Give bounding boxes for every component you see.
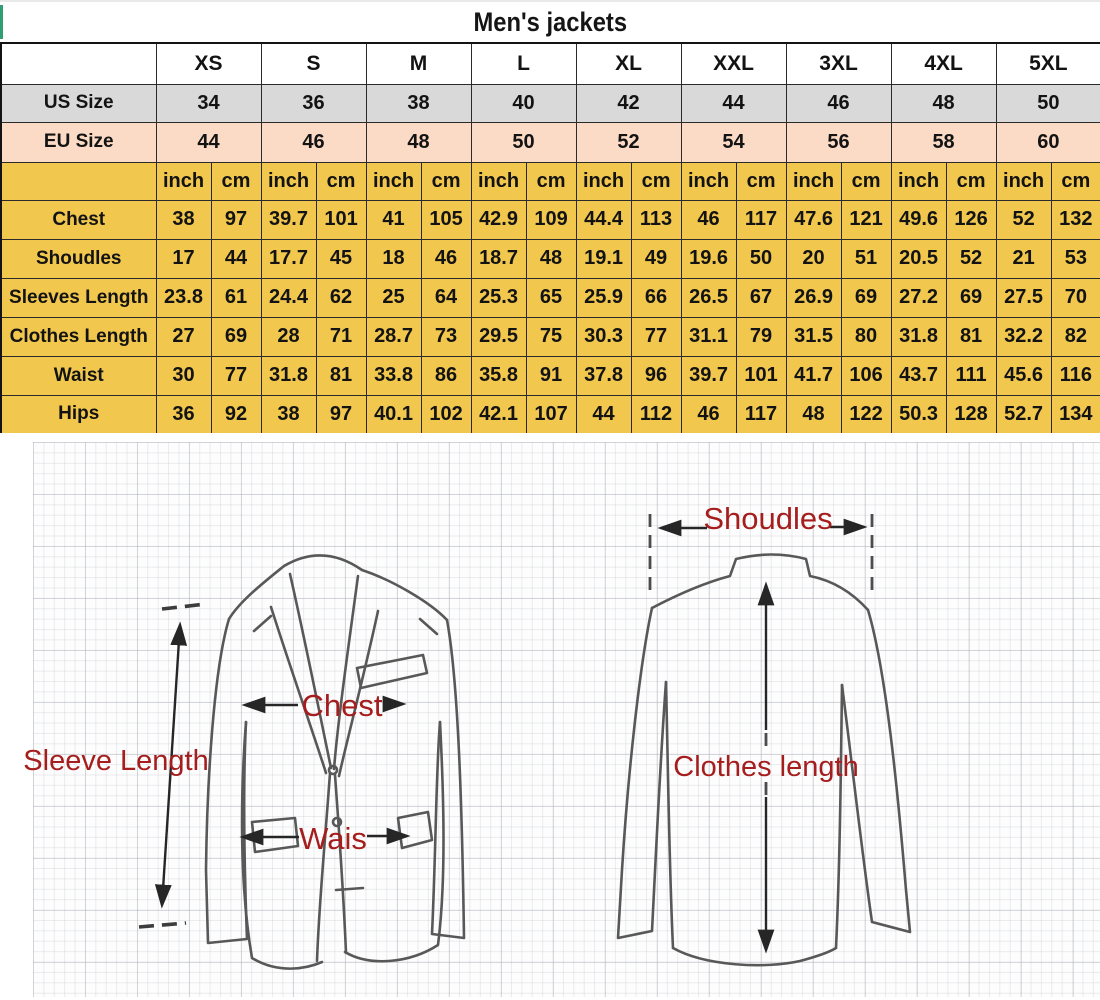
value-cell: 31.8 bbox=[891, 317, 946, 356]
us-size-cell: 38 bbox=[366, 84, 471, 122]
front-collar-notch-right bbox=[420, 619, 437, 634]
value-cell: 23.8 bbox=[156, 278, 211, 317]
shoulders-label: Shoudles bbox=[703, 501, 833, 536]
value-cell: 43.7 bbox=[891, 356, 946, 395]
value-cell: 47.6 bbox=[786, 200, 841, 239]
unit-cell: cm bbox=[736, 162, 786, 200]
value-cell: 28 bbox=[261, 317, 316, 356]
sleeve-length-label: Sleeve Length bbox=[23, 745, 209, 777]
value-cell: 102 bbox=[421, 395, 471, 434]
value-cell: 41 bbox=[366, 200, 421, 239]
value-cell: 27.2 bbox=[891, 278, 946, 317]
value-cell: 50.3 bbox=[891, 395, 946, 434]
value-cell: 46 bbox=[681, 200, 736, 239]
back-right-side bbox=[836, 685, 842, 948]
value-cell: 45.6 bbox=[996, 356, 1051, 395]
value-cell: 19.1 bbox=[576, 239, 631, 278]
unit-cell: cm bbox=[421, 162, 471, 200]
unit-cell: inch bbox=[996, 162, 1051, 200]
table-row-chest bbox=[1, 200, 1100, 239]
value-cell: 24.4 bbox=[261, 278, 316, 317]
value-cell: 79 bbox=[736, 317, 786, 356]
value-cell: 92 bbox=[211, 395, 261, 434]
row-label: Clothes Length bbox=[1, 317, 156, 356]
back-shoulders-collar bbox=[652, 555, 868, 611]
eu-size-cell: 58 bbox=[891, 122, 996, 162]
front-left-pocket-flap bbox=[252, 818, 298, 852]
value-cell: 46 bbox=[421, 239, 471, 278]
front-left-panel-edge bbox=[317, 773, 330, 961]
value-cell: 31.1 bbox=[681, 317, 736, 356]
value-cell: 69 bbox=[211, 317, 261, 356]
unit-cell: inch bbox=[576, 162, 631, 200]
measurement-diagram bbox=[0, 433, 1100, 1000]
front-neck-collar bbox=[284, 555, 362, 570]
value-cell: 38 bbox=[261, 395, 316, 434]
value-cell: 111 bbox=[946, 356, 996, 395]
row-label: Sleeves Length bbox=[1, 278, 156, 317]
value-cell: 128 bbox=[946, 395, 996, 434]
value-cell: 62 bbox=[316, 278, 366, 317]
value-cell: 27.5 bbox=[996, 278, 1051, 317]
value-cell: 71 bbox=[316, 317, 366, 356]
value-cell: 113 bbox=[631, 200, 681, 239]
back-left-sleeve bbox=[618, 608, 666, 938]
value-cell: 50 bbox=[736, 239, 786, 278]
value-cell: 32.2 bbox=[996, 317, 1051, 356]
us-size-cell: 46 bbox=[786, 84, 891, 122]
value-cell: 17 bbox=[156, 239, 211, 278]
value-cell: 65 bbox=[526, 278, 576, 317]
eu-size-cell: 44 bbox=[156, 122, 261, 162]
value-cell: 126 bbox=[946, 200, 996, 239]
unit-cell: cm bbox=[526, 162, 576, 200]
unit-cell: inch bbox=[156, 162, 211, 200]
table-row-clothes-length bbox=[1, 317, 1100, 356]
value-cell: 33.8 bbox=[366, 356, 421, 395]
sleeve-top-tick bbox=[162, 604, 206, 609]
value-cell: 44.4 bbox=[576, 200, 631, 239]
size-header-cell: XS bbox=[156, 43, 261, 84]
value-cell: 69 bbox=[946, 278, 996, 317]
page-title: Men's jackets bbox=[473, 6, 627, 37]
value-cell: 20 bbox=[786, 239, 841, 278]
value-cell: 40.1 bbox=[366, 395, 421, 434]
value-cell: 26.9 bbox=[786, 278, 841, 317]
row-label: Shoudles bbox=[1, 239, 156, 278]
row-label: Chest bbox=[1, 200, 156, 239]
sleeve-bottom-tick bbox=[139, 923, 186, 927]
eu-size-cell: 50 bbox=[471, 122, 576, 162]
value-cell: 66 bbox=[631, 278, 681, 317]
table-row-sleeves-length bbox=[1, 278, 1100, 317]
size-header-cell: 4XL bbox=[891, 43, 996, 84]
value-cell: 107 bbox=[526, 395, 576, 434]
table-row-shoulders bbox=[1, 239, 1100, 278]
jackets-sketch bbox=[0, 433, 1100, 1000]
row-label: EU Size bbox=[1, 122, 156, 162]
table-row-waist bbox=[1, 356, 1100, 395]
value-cell: 37.8 bbox=[576, 356, 631, 395]
front-left-lapel-edge bbox=[290, 574, 331, 768]
value-cell: 18 bbox=[366, 239, 421, 278]
value-cell: 29.5 bbox=[471, 317, 526, 356]
unit-cell: inch bbox=[366, 162, 421, 200]
value-cell: 42.9 bbox=[471, 200, 526, 239]
eu-size-cell: 56 bbox=[786, 122, 891, 162]
size-table bbox=[0, 42, 1100, 435]
eu-size-row bbox=[1, 122, 1100, 162]
value-cell: 117 bbox=[736, 395, 786, 434]
value-cell: 46 bbox=[681, 395, 736, 434]
value-cell: 132 bbox=[1051, 200, 1100, 239]
eu-size-cell: 60 bbox=[996, 122, 1100, 162]
front-left-shoulder bbox=[229, 566, 284, 619]
value-cell: 86 bbox=[421, 356, 471, 395]
waist-label: Wais bbox=[299, 821, 367, 856]
eu-size-cell: 54 bbox=[681, 122, 786, 162]
value-cell: 31.8 bbox=[261, 356, 316, 395]
value-cell: 48 bbox=[786, 395, 841, 434]
size-header-cell: 3XL bbox=[786, 43, 891, 84]
us-size-cell: 40 bbox=[471, 84, 576, 122]
value-cell: 35.8 bbox=[471, 356, 526, 395]
value-cell: 21 bbox=[996, 239, 1051, 278]
value-cell: 80 bbox=[841, 317, 891, 356]
table-row-hips bbox=[1, 395, 1100, 434]
units-corner-cell bbox=[1, 162, 156, 200]
value-cell: 17.7 bbox=[261, 239, 316, 278]
unit-cell: inch bbox=[471, 162, 526, 200]
value-cell: 82 bbox=[1051, 317, 1100, 356]
unit-cell: inch bbox=[786, 162, 841, 200]
size-header-cell: 5XL bbox=[996, 43, 1100, 84]
value-cell: 48 bbox=[526, 239, 576, 278]
unit-cell: cm bbox=[841, 162, 891, 200]
value-cell: 97 bbox=[211, 200, 261, 239]
corner-cell bbox=[1, 43, 156, 84]
unit-cell: cm bbox=[316, 162, 366, 200]
value-cell: 81 bbox=[946, 317, 996, 356]
us-size-cell: 48 bbox=[891, 84, 996, 122]
value-cell: 91 bbox=[526, 356, 576, 395]
value-cell: 105 bbox=[421, 200, 471, 239]
value-cell: 45 bbox=[316, 239, 366, 278]
value-cell: 69 bbox=[841, 278, 891, 317]
value-cell: 31.5 bbox=[786, 317, 841, 356]
value-cell: 39.7 bbox=[681, 356, 736, 395]
chest-label: Chest bbox=[301, 688, 383, 723]
front-collar-notch-left bbox=[254, 616, 271, 631]
value-cell: 52 bbox=[996, 200, 1051, 239]
front-button-top bbox=[329, 766, 337, 774]
us-size-cell: 36 bbox=[261, 84, 366, 122]
back-hem bbox=[673, 948, 836, 965]
size-header-cell: XL bbox=[576, 43, 681, 84]
value-cell: 52.7 bbox=[996, 395, 1051, 434]
value-cell: 117 bbox=[736, 200, 786, 239]
value-cell: 25.9 bbox=[576, 278, 631, 317]
clothes-length-label: Clothes length bbox=[673, 751, 859, 783]
value-cell: 27 bbox=[156, 317, 211, 356]
sheet-edge-mark bbox=[0, 5, 3, 39]
front-right-shoulder bbox=[362, 570, 447, 620]
unit-cell: inch bbox=[681, 162, 736, 200]
value-cell: 77 bbox=[211, 356, 261, 395]
value-cell: 18.7 bbox=[471, 239, 526, 278]
value-cell: 70 bbox=[1051, 278, 1100, 317]
value-cell: 38 bbox=[156, 200, 211, 239]
value-cell: 44 bbox=[211, 239, 261, 278]
value-cell: 36 bbox=[156, 395, 211, 434]
value-cell: 112 bbox=[631, 395, 681, 434]
value-cell: 25.3 bbox=[471, 278, 526, 317]
size-header-cell: S bbox=[261, 43, 366, 84]
size-header-row bbox=[1, 43, 1100, 84]
value-cell: 134 bbox=[1051, 395, 1100, 434]
value-cell: 81 bbox=[316, 356, 366, 395]
value-cell: 77 bbox=[631, 317, 681, 356]
value-cell: 121 bbox=[841, 200, 891, 239]
value-cell: 73 bbox=[421, 317, 471, 356]
value-cell: 30 bbox=[156, 356, 211, 395]
value-cell: 67 bbox=[736, 278, 786, 317]
value-cell: 116 bbox=[1051, 356, 1100, 395]
front-right-panel-edge bbox=[335, 775, 346, 953]
front-right-pocket-flap bbox=[398, 812, 432, 848]
value-cell: 53 bbox=[1051, 239, 1100, 278]
eu-size-cell: 52 bbox=[576, 122, 681, 162]
size-header-cell: M bbox=[366, 43, 471, 84]
us-size-cell: 34 bbox=[156, 84, 261, 122]
us-size-row bbox=[1, 84, 1100, 122]
value-cell: 109 bbox=[526, 200, 576, 239]
value-cell: 19.6 bbox=[681, 239, 736, 278]
value-cell: 42.1 bbox=[471, 395, 526, 434]
front-hem-detail bbox=[336, 888, 363, 890]
us-size-cell: 44 bbox=[681, 84, 786, 122]
front-left-sleeve bbox=[206, 619, 247, 943]
measure-annotations bbox=[139, 514, 872, 950]
unit-cell: inch bbox=[891, 162, 946, 200]
value-cell: 49 bbox=[631, 239, 681, 278]
value-cell: 51 bbox=[841, 239, 891, 278]
us-size-cell: 50 bbox=[996, 84, 1100, 122]
value-cell: 25 bbox=[366, 278, 421, 317]
unit-cell: cm bbox=[211, 162, 261, 200]
value-cell: 30.3 bbox=[576, 317, 631, 356]
value-cell: 41.7 bbox=[786, 356, 841, 395]
value-cell: 101 bbox=[316, 200, 366, 239]
eu-size-cell: 46 bbox=[261, 122, 366, 162]
value-cell: 49.6 bbox=[891, 200, 946, 239]
unit-cell: cm bbox=[946, 162, 996, 200]
value-cell: 26.5 bbox=[681, 278, 736, 317]
value-cell: 101 bbox=[736, 356, 786, 395]
value-cell: 75 bbox=[526, 317, 576, 356]
value-cell: 61 bbox=[211, 278, 261, 317]
row-label: Hips bbox=[1, 395, 156, 434]
eu-size-cell: 48 bbox=[366, 122, 471, 162]
us-size-cell: 42 bbox=[576, 84, 681, 122]
value-cell: 28.7 bbox=[366, 317, 421, 356]
value-cell: 64 bbox=[421, 278, 471, 317]
value-cell: 20.5 bbox=[891, 239, 946, 278]
table-title-bar bbox=[0, 0, 1100, 42]
value-cell: 106 bbox=[841, 356, 891, 395]
value-cell: 52 bbox=[946, 239, 996, 278]
front-jacket-drawing bbox=[206, 555, 464, 968]
size-header-cell: XXL bbox=[681, 43, 786, 84]
value-cell: 96 bbox=[631, 356, 681, 395]
value-cell: 122 bbox=[841, 395, 891, 434]
front-right-lapel-edge bbox=[334, 576, 358, 769]
size-header-cell: L bbox=[471, 43, 576, 84]
unit-cell: cm bbox=[1051, 162, 1100, 200]
value-cell: 44 bbox=[576, 395, 631, 434]
value-cell: 39.7 bbox=[261, 200, 316, 239]
front-right-sleeve bbox=[432, 620, 464, 938]
unit-cell: inch bbox=[261, 162, 316, 200]
value-cell: 97 bbox=[316, 395, 366, 434]
back-left-side bbox=[666, 682, 673, 948]
units-row bbox=[1, 162, 1100, 200]
row-label: US Size bbox=[1, 84, 156, 122]
row-label: Waist bbox=[1, 356, 156, 395]
unit-cell: cm bbox=[631, 162, 681, 200]
